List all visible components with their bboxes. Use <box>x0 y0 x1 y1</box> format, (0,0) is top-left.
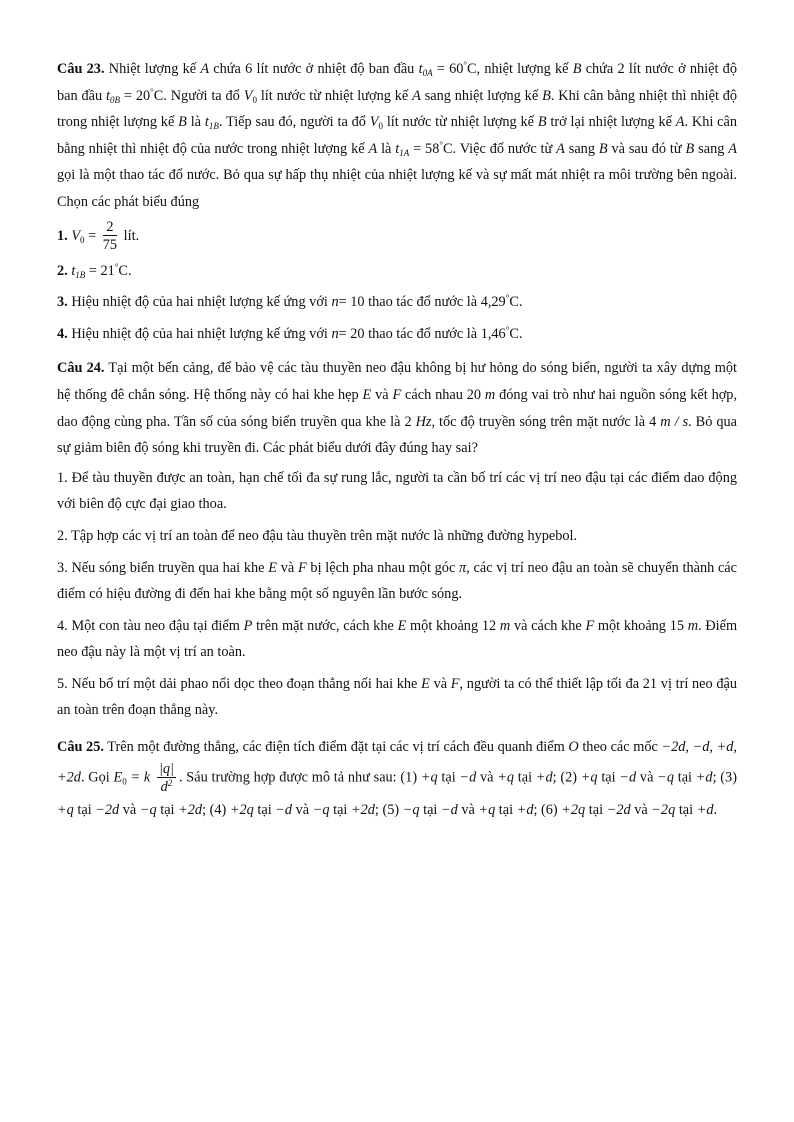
value: 4,29 <box>480 294 506 311</box>
charge: +q <box>478 801 496 818</box>
positions: −2d, −d, +d, +2d <box>57 739 737 786</box>
var-B: B <box>537 114 547 131</box>
equals: = <box>88 227 97 244</box>
unit: m / s <box>660 413 689 430</box>
text: . Việc đổ nước từ <box>452 140 553 157</box>
text: tại <box>678 801 694 818</box>
subscript: 1B <box>208 121 219 132</box>
var-O: O <box>568 739 579 756</box>
var-t: t <box>106 87 111 104</box>
text: tại <box>498 801 514 818</box>
charge: +2q <box>561 801 586 818</box>
degree: ° <box>463 60 467 70</box>
text: . Tiếp sau đó, người ta đổ <box>218 114 366 131</box>
q23-option-1 <box>57 219 737 253</box>
text: và <box>122 801 137 818</box>
text: Nhiệt lượng kế <box>108 61 197 77</box>
q23-option-3: 3. Hiệu nhiệt độ của hai nhiệt lượng kế ứng với n= 10 thao tác đổ nước là 4,29°C. <box>57 293 523 311</box>
question-23-label: Câu 23. <box>57 61 105 77</box>
var-d: d <box>160 779 168 796</box>
var-t: t <box>395 140 400 157</box>
charge: −q <box>139 801 157 818</box>
position: −d <box>619 769 637 786</box>
text: là <box>190 114 202 131</box>
charge: +q <box>497 769 515 786</box>
text: . Người ta đổ <box>163 87 240 104</box>
degree: ° <box>439 139 443 150</box>
degree: ° <box>114 261 119 272</box>
charge: +q <box>420 769 438 786</box>
text: đóng vai trò như hai nguồn sóng kết hợp, dao động cùng pha. Tần số của sóng biển truyền qua khe là <box>57 386 738 430</box>
charge: +2q <box>229 801 254 818</box>
option-number: 2. <box>57 262 68 279</box>
subscript: 1B <box>75 269 86 280</box>
text: Hiệu nhiệt độ của hai nhiệt lượng kế ứng với <box>71 325 328 342</box>
var-B: B <box>598 140 608 157</box>
var-F: F <box>450 675 460 692</box>
degree: ° <box>505 293 510 304</box>
q23-option-4: 4. Hiệu nhiệt độ của hai nhiệt lượng kế ứng với n= 20 thao tác đổ nước là 1,46°C. <box>57 324 523 342</box>
text: ; (5) <box>374 801 400 818</box>
var-F: F <box>585 617 595 634</box>
position: +d <box>695 769 713 786</box>
var-B: B <box>178 114 187 131</box>
question-25-label: Câu 25. <box>57 739 104 756</box>
text: tại <box>257 801 272 818</box>
q24-statement-3 <box>57 555 737 608</box>
text: thao tác đổ nước là <box>368 294 478 311</box>
var-E: E <box>113 769 123 786</box>
var-A: A <box>728 140 737 157</box>
var-t: t <box>71 262 76 279</box>
text: và <box>479 769 494 786</box>
q23-option-2: 2. $t_{1B} = 21^\circ C$. <box>57 261 132 280</box>
text: . <box>713 801 718 818</box>
var-E: E <box>397 617 407 634</box>
unit: C <box>118 262 128 279</box>
text: theo các mốc <box>582 739 658 756</box>
text: một khoảng <box>410 617 479 634</box>
text: tại <box>77 801 92 818</box>
text: . Khi cân bằng nhiệt thì nhiệt độ của nước trong nhiệt lượng kế <box>57 114 738 157</box>
var-B: B <box>542 87 551 104</box>
text: sang <box>568 140 595 157</box>
subscript: 1A <box>399 147 410 158</box>
question-24-text <box>57 355 737 461</box>
q24-statement-5 <box>57 671 737 724</box>
var-t: t <box>418 61 423 77</box>
charge: −q <box>657 769 674 786</box>
var-V: V <box>369 114 379 131</box>
unit: C <box>509 325 519 342</box>
value: 15 <box>669 617 684 634</box>
text: 5. Nếu bố trí một dải phao nổi dọc theo đoạn thẳng nối hai khe <box>57 675 418 692</box>
text: và <box>461 801 475 818</box>
text: tại <box>160 801 175 818</box>
text: Hiệu nhiệt độ của hai nhiệt lượng kế ứng với <box>71 294 328 311</box>
text: , nhiệt lượng kế <box>476 61 569 77</box>
text: tại <box>333 801 348 818</box>
unit: Hz <box>415 413 432 430</box>
charge: −q <box>312 801 330 818</box>
unit: C <box>467 61 477 77</box>
text: chứa 2 lít nước ở nhiệt độ ban đầu <box>57 61 737 104</box>
text: vị trí neo đậu an toàn trên đoạn thẳng này. <box>57 675 738 719</box>
text: tại <box>423 801 438 818</box>
unit: C <box>509 294 519 311</box>
position: +2d <box>350 801 375 818</box>
charge: +q <box>580 769 598 786</box>
document-page <box>57 56 737 828</box>
unit: m <box>499 617 511 634</box>
question-23-text: Câu 23. Nhiệt lượng kế A chứa 6 lít nước ở nhiệt độ ban đầu $t_{0A} = 60^\circ C$, nhiệt lượng kế B chứa 2 lít nước ở nhiệt độ ban đầu $t_{0B} = 20^\circ C$. Người ta đổ $V_0$ lít nước từ nhiệt lượng kế A sang nhiệt lượng kế B. Khi cân bằng nhiệt thì nhiệt độ trong nhiệt lượng kế B là $t_{1B}$. Tiếp sau đó, người ta đổ $V_0$ lít nước từ nhiệt lượng kế B trở lại nhiệt lượng kế A. Khi cân bằng nhiệt thì nhiệt độ của nước trong nhiệt lượng kế A là $t_{1A} = 58^\circ C$. Việc đổ nước từ A sang B và sau đó từ B sang A gọi là một thao tác đổ nước. Bỏ qua sự hấp thụ nhiệt của nhiệt lượng kế và sự mất mát nhiệt ra môi trường bên ngoài. Chọn các phát biểu đúng <box>57 60 738 210</box>
text: thao tác đổ nước là <box>368 325 478 342</box>
var-A: A <box>675 114 685 131</box>
var-n: n <box>331 294 339 311</box>
var-B: B <box>685 140 695 157</box>
position: +d <box>535 769 553 786</box>
var-A: A <box>368 140 378 157</box>
superscript: 2 <box>167 778 173 789</box>
text: và <box>280 559 295 576</box>
text: và sau đó từ <box>611 140 682 157</box>
text: ; (3) <box>712 769 737 786</box>
var-A: A <box>412 87 421 104</box>
var-V: V <box>243 87 253 104</box>
subscript: 0 <box>378 121 383 132</box>
subscript: 0B <box>110 94 121 105</box>
text: ; (6) <box>533 801 558 818</box>
degree: ° <box>150 86 154 97</box>
position: −2d <box>606 801 631 818</box>
text: và <box>639 769 654 786</box>
subscript: 0 <box>80 234 85 245</box>
text: Khi cân bằng nhiệt thì nhiệt độ trong nhiệt lượng kế <box>57 87 738 131</box>
var-V: V <box>71 227 81 244</box>
value: 12 <box>481 617 497 634</box>
text: là <box>381 140 392 157</box>
text: , các vị trí neo đậu an toàn sẽ chuyển thành các điểm có hiệu đường đi đến hai khe bằng một số nguyên lần bước sóng. <box>57 559 738 603</box>
var-F: F <box>297 559 307 576</box>
option-number: 1. <box>57 227 68 244</box>
text: chứa 6 lít nước ở nhiệt độ ban đầu <box>213 61 415 77</box>
text: sang <box>698 140 725 157</box>
text: . Bỏ qua sự giảm biên độ sóng khi truyền đi. Các phát biểu dưới đây đúng hay sai? <box>57 413 737 457</box>
text: tại <box>601 769 616 786</box>
var-n: n <box>331 325 339 342</box>
text: sang nhiệt lượng kế <box>424 87 539 104</box>
text: lít. <box>123 227 140 244</box>
text: và <box>375 386 389 403</box>
position: −d <box>440 801 458 818</box>
var-t: t <box>204 114 209 131</box>
charge: +q <box>57 801 74 818</box>
text: cách nhau <box>405 386 463 403</box>
charge: −2q <box>651 801 676 818</box>
text: Trên một đường thẳng, các điện tích điểm đặt tại các vị trí cách đều quanh điểm <box>107 739 565 756</box>
text: tại <box>441 769 456 786</box>
text: lít nước từ nhiệt lượng kế <box>386 114 535 131</box>
text: , tốc độ truyền sóng trên mặt nước là <box>431 413 646 430</box>
value: = 20 <box>338 325 365 342</box>
value: = 10 <box>338 294 365 311</box>
q24-statement-1: 1. Để tàu thuyền được an toàn, hạn chế tối đa sự rung lắc, người ta cần bố trí các vị trí neo đậu tại các điểm dao động với biên độ cực đại giao thoa. <box>57 469 737 513</box>
value: = 58 <box>413 140 440 157</box>
fraction <box>103 220 117 253</box>
var-pi: π <box>459 559 467 576</box>
var-E: E <box>421 675 430 692</box>
option-number: 3. <box>57 294 68 311</box>
question-25-text <box>57 732 737 825</box>
q24-statement-2: 2. Tập hợp các vị trí an toàn để neo đậu tàu thuyền trên mặt nước là những đường hypebol. <box>57 527 578 544</box>
var-E: E <box>268 559 277 576</box>
var-B: B <box>572 61 582 77</box>
text: trên mặt nước, cách khe <box>256 617 394 634</box>
text: 4. Một con tàu neo đậu tại điểm <box>57 617 240 634</box>
fraction <box>157 762 176 795</box>
text: ; (4) <box>202 801 227 818</box>
text: , người ta có thể thiết lập tối đa <box>459 675 640 692</box>
denominator: 75 <box>102 237 118 254</box>
unit: m <box>484 386 496 403</box>
position: +d <box>516 801 534 818</box>
unit: C <box>153 87 164 104</box>
text: tại <box>677 769 693 786</box>
denominator <box>157 778 176 794</box>
value: 20 <box>466 386 482 403</box>
position: +d <box>696 801 714 818</box>
position: −2d <box>95 801 120 818</box>
equals-k: = k <box>130 769 151 786</box>
text: trở lại nhiệt lượng kế <box>550 114 672 131</box>
value: = 21 <box>88 262 115 279</box>
text: Tại một bến cảng, để bảo vệ các tàu thuyền neo đậu không bị hư hỏng do sóng biển, người ta xây dựng một hệ thống đê chắn sóng. Hệ thống này có hai khe hẹp <box>57 360 737 403</box>
option-number: 4. <box>57 325 68 342</box>
text: và <box>295 801 310 818</box>
text: gọi là một thao tác đổ nước. Bỏ qua sự hấp thụ nhiệt của nhiệt lượng kế và sự mất mát nhiệt ra môi trường bên ngoài. Chọn các phát biểu đúng <box>57 167 737 210</box>
text: một khoảng <box>597 617 666 634</box>
unit: m <box>687 617 699 634</box>
subscript: 0 <box>252 94 257 105</box>
value: = 60 <box>436 61 464 77</box>
text: . Sáu trường hợp được mô tả như sau: (1) <box>178 769 418 786</box>
numerator: 2 <box>103 220 117 236</box>
value: 4 <box>649 413 657 430</box>
text: bị lệch pha nhau một góc <box>310 559 456 576</box>
unit: C <box>442 140 453 157</box>
var-A: A <box>200 61 210 77</box>
var-P: P <box>243 617 253 634</box>
text: tại <box>588 801 604 818</box>
value: 1,46 <box>480 325 506 342</box>
text: 3. Nếu sóng biển truyền qua hai khe <box>57 559 265 576</box>
text: và cách khe <box>513 617 582 634</box>
var-F: F <box>392 386 402 403</box>
charge: −q <box>402 801 420 818</box>
position: −d <box>275 801 293 818</box>
position: +2d <box>178 801 203 818</box>
text: tại <box>517 769 533 786</box>
text: ; (2) <box>552 769 578 786</box>
subscript: 0A <box>422 68 433 78</box>
text: . Điểm neo đậu này là một vị trí an toàn. <box>57 617 738 661</box>
value: 2 <box>404 413 412 430</box>
text: lít nước từ nhiệt lượng kế <box>260 87 409 104</box>
value: = 20 <box>123 87 151 104</box>
value: 21 <box>642 675 658 692</box>
subscript: 0 <box>122 776 127 787</box>
degree: ° <box>505 324 510 335</box>
text: . Gọi <box>80 769 110 786</box>
text: và <box>433 675 448 692</box>
question-24-label: Câu 24. <box>57 360 105 377</box>
q24-statement-4 <box>57 613 737 666</box>
numerator: |q| <box>158 761 174 778</box>
var-A: A <box>556 140 565 157</box>
var-E: E <box>362 386 372 403</box>
text: và <box>634 801 648 818</box>
position: −d <box>459 769 477 786</box>
